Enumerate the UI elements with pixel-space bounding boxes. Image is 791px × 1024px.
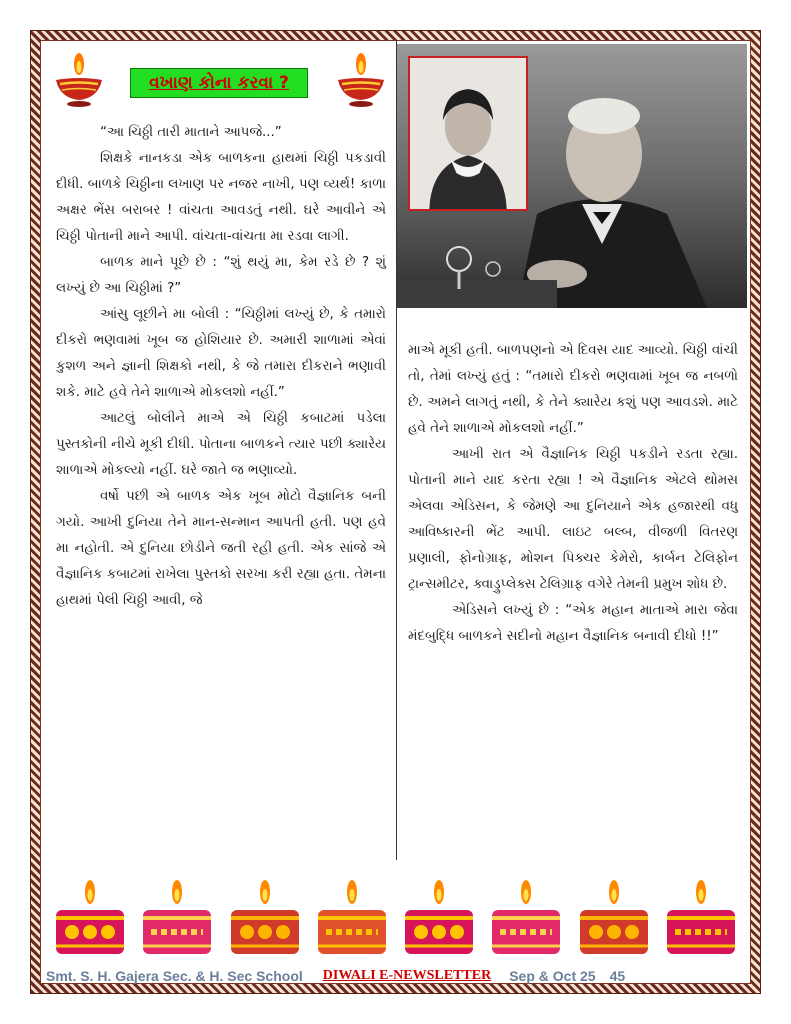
newsletter-name: DIWALI E-NEWSLETTER bbox=[322, 968, 492, 983]
diya-lamp-icon bbox=[312, 878, 392, 962]
page-number: 45 bbox=[609, 968, 626, 984]
paragraph: એડિસને લખ્યું છે : “એક મહાન માતાએ મારા જેવા મંદબુદ્ધિ બાળકને સદીનો મહાન વૈજ્ઞાનિક બનાવી દીધો !!” bbox=[408, 603, 738, 644]
paragraph: વર્ષો પછી એ બાળક એક ખૂબ મોટો વૈજ્ઞાનિક બની ગયો. આખી દુનિયા તેને માન-સન્માન આપતી હતી. પણ હવે મા નહોતી. એ દુનિયા છોડીને જતી રહી હતી. એક સાંજે એ વૈજ્ઞાનિક કબાટમાં રાખેલા પુસ્તકો સરખા કરી રહ્યા હતા. તેમના હાથમાં પેલી ચિઠ્ઠી આવી, જે bbox=[56, 489, 386, 608]
diya-lamp-icon bbox=[661, 878, 741, 962]
diya-lamp-icon bbox=[52, 50, 106, 110]
article-title: વખાણ કોના કરવા ? bbox=[130, 68, 308, 98]
mother-portrait-photo bbox=[408, 56, 528, 211]
right-column bbox=[408, 338, 738, 650]
paragraph: આખી રાત એ વૈજ્ઞાનિક ચિઠ્ઠી પકડીને રડતા રહ્યા. પોતાની માને યાદ કરતા રહ્યા ! એ વૈજ્ઞાનિક એટલે થોમસ એલવા એડિસન, કે જેમણે આ દુનિયાને એક હજારથી વધુ આવિષ્કારની ભેંટ આપી. લાઇટ બલ્બ, વીજળી વિતરણ પ્રણાલી, ફોનોગ્રાફ, મોશન પિક્ચર કેમેરો, કાર્બન ટેલિફોન ટ્રાન્સમીટર, ક્વાડ્રુપ્લેક્સ ટેલિગ્રાફ વગેરે તેમની પ્રમુખ શોધ છે. bbox=[408, 447, 738, 592]
paragraph: બાળક માને પૂછે છે : “શું થયું મા, કેમ રડે છે ? શું લખ્યું છે આ ચિઠ્ઠીમાં ?” bbox=[56, 255, 386, 296]
diya-lamp-icon bbox=[50, 878, 130, 962]
diya-lamp-icon bbox=[225, 878, 305, 962]
paragraph: શિક્ષકે નાનકડા એક બાળકના હાથમાં ચિઠ્ઠી પકડાવી દીધી. બાળકે ચિઠ્ઠીના લખાણ પર નજર નાખી, પણ વ્યર્થ! કાળા અક્ષર ભેંસ બરાબર ! વાંચતા આવડતું નથી. ઘરે આવીને એ ચિઠ્ઠી પોતાની માને આપી. વાંચતા-વાંચતા મા રડવા લાગી. bbox=[56, 151, 386, 244]
paragraph: માએ મૂકી હતી. બાળપણનો એ દિવસ યાદ આવ્યો. ચિઠ્ઠી વાંચી તો, તેમાં લખ્યું હતું : “તમારો દીકરો ભણવામાં ખૂબ જ નબળો છે. અમને લાગતું નથી, કે તેને ક્યારેય કશું પણ આવડશે. માટે હવે તેને શાળાએ મોકલશો નહીં.” bbox=[408, 343, 738, 436]
left-column bbox=[56, 120, 386, 614]
page-footer bbox=[46, 966, 746, 986]
school-name: Smt. S. H. Gajera Sec. & H. Sec School bbox=[46, 968, 303, 984]
decorative-lamp-row bbox=[44, 878, 747, 962]
diya-lamp-icon bbox=[574, 878, 654, 962]
issue-date: Sep & Oct 25 bbox=[509, 968, 596, 984]
diya-lamp-icon bbox=[399, 878, 479, 962]
paragraph: આંસુ લૂછીને મા બોલી : “ચિઠ્ઠીમાં લખ્યું છે, કે તમારો દીકરો ભણવામાં ખૂબ જ હોશિયાર છે. અમારી શાળામાં એવાં કુશળ અને જ્ઞાની શિક્ષકો નથી, કે જે તમારા દીકરાને ભણાવી શકે. માટે હવે તેને શાળાએ મોકલશો નહીં.” bbox=[56, 307, 386, 400]
diya-lamp-icon bbox=[486, 878, 566, 962]
paragraph: “આ ચિઠ્ઠી તારી માતાને આપજે...” bbox=[100, 125, 282, 140]
diya-lamp-icon bbox=[334, 50, 388, 110]
paragraph: આટલું બોલીને માએ એ ચિઠ્ઠી કબાટમાં પડેલા પુસ્તકોની નીચે મૂકી દીધી. પોતાના બાળકને ત્યાર પછી ક્યારેય શાળાએ મોકલ્યો નહીં. ઘરે જાતે જ ભણાવ્યો. bbox=[56, 411, 386, 478]
diya-lamp-icon bbox=[137, 878, 217, 962]
